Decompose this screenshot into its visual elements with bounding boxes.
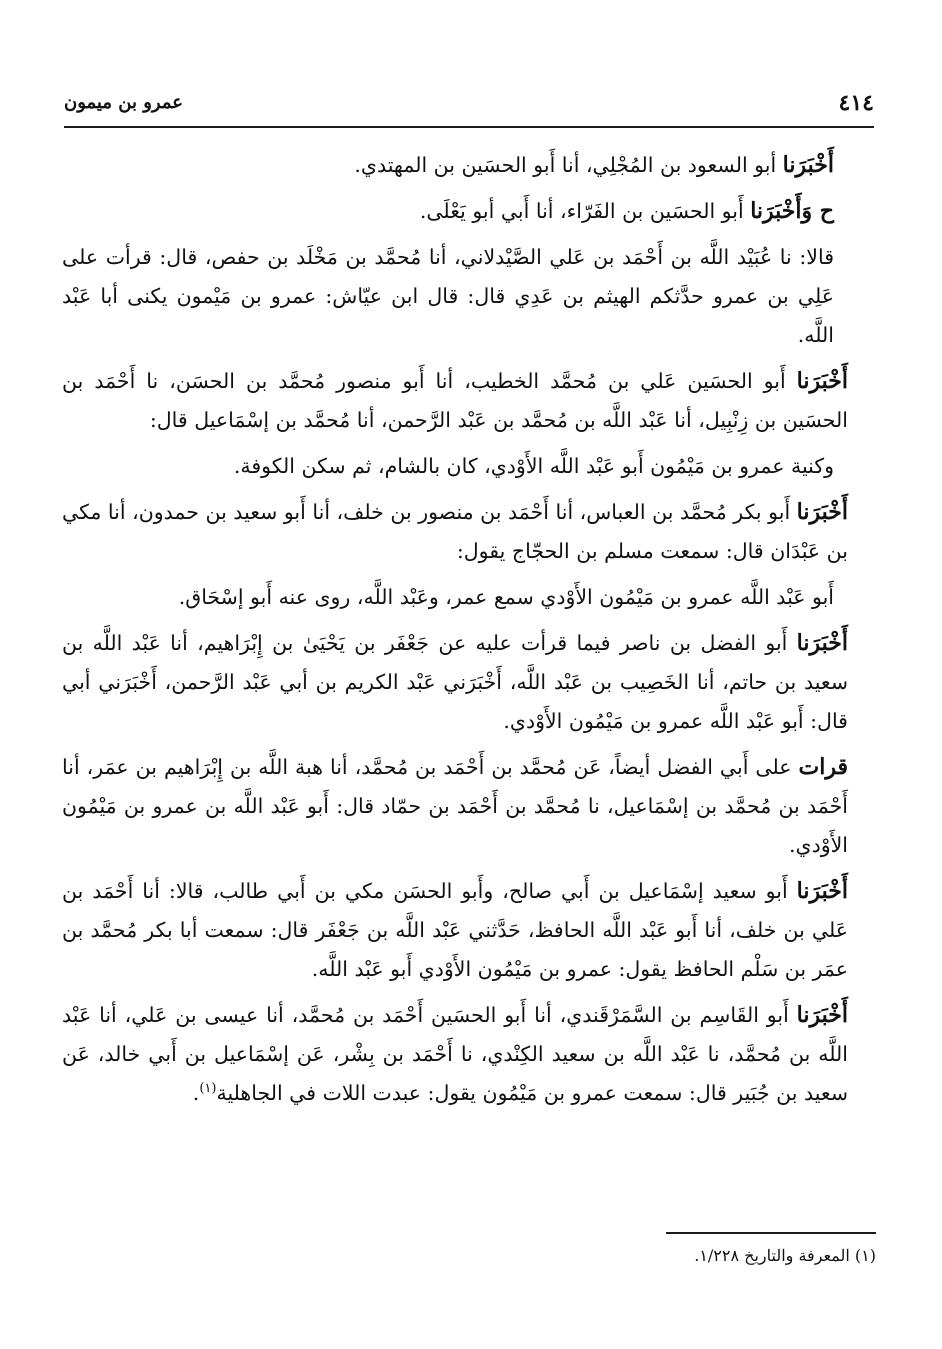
paragraph bbox=[62, 872, 876, 989]
paragraph bbox=[62, 238, 876, 355]
paragraph-text: على أَبي الفضل أيضاً، عَن مُحمَّد بن أَحْمَد بن مُحمَّد، أنا هبة اللَّه بن إِبْرَاهيم بن عمَر، أنا أَحْمَد بن مُحمَّد بن إسْمَاعيل، نا مُحمَّد بن أَحْمَد بن حمّاد قال: أَبو عَبْد اللَّه بن عمرو بن مَيْمُون الأَوْدي. bbox=[62, 755, 848, 857]
paragraph-keyword: أَخْبَرَنا bbox=[796, 878, 848, 904]
paragraph bbox=[62, 578, 876, 617]
paragraph-keyword: أَخْبَرَنا bbox=[782, 152, 834, 178]
page-header bbox=[64, 86, 874, 128]
paragraph bbox=[62, 447, 876, 486]
paragraph-text: أَبو بكر مُحمَّد بن العباس، أنا أَحْمَد بن منصور بن خلف، أنا أَبو سعيد بن حمدون، أنا مكي بن عَبْدَان قال: سمعت مسلم بن الحجّاج يقول: bbox=[62, 500, 848, 563]
paragraph-text: وكنية عمرو بن مَيْمُون أَبو عَبْد اللَّه الأَوْدي، كان بالشام، ثم سكن الكوفة. bbox=[233, 454, 834, 478]
paragraph-text: أَبو عَبْد اللَّه عمرو بن مَيْمُون الأَوْدي سمع عمر، وعَبْد اللَّه، روى عنه أَبو إسْحَاق. bbox=[178, 585, 834, 609]
paragraph-text: أَبو سعيد إسْمَاعيل بن أَبي صالح، وأَبو الحسَن مكي بن أَبي طالب، قالا: أنا أَحْمَد بن عَلي بن خلف، أنا أَبو عَبْد اللَّه الحافظ، حَدَّثني عَبْد اللَّه بن جَعْفَر قال: سمعت أبا بكر مُحمَّد بن عمَر بن سَلْم الحافظ يقول: عمرو بن مَيْمُون الأَوْدي أَبو عَبْد اللَّه. bbox=[62, 879, 848, 981]
paragraph-text: أَبو الحسَين عَلي بن مُحمَّد الخطيب، أنا أَبو منصور مُحمَّد بن الحسَن، نا أَحْمَد بن الحسَين بن زِنْبِيل، أنا عَبْد اللَّه بن مُحمَّد بن عَبْد الرَّحمن، أنا مُحمَّد بن إسْمَاعيل قال: bbox=[62, 369, 848, 432]
footnote: (١) المعرفة والتاريخ ١/٢٢٨. bbox=[694, 1246, 876, 1265]
paragraph-keyword: أَخْبَرَنا bbox=[796, 630, 848, 656]
paragraph-keyword: قرات bbox=[798, 754, 848, 780]
paragraph bbox=[62, 996, 876, 1113]
paragraph-keyword: أَخْبَرَنا bbox=[796, 1002, 848, 1028]
paragraph-tail: . bbox=[192, 1081, 200, 1105]
paragraph-text: أَبو القَاسِم بن السَّمَرْقَندي، أنا أَبو الحسَين أَحْمَد بن مُحمَّد، أنا عيسى بن عَلي، أنا عَبْد اللَّه بن مُحمَّد، نا عَبْد اللَّه بن سعيد الكِنْدي، نا أَحْمَد بن بِشْر، عَن إسْمَاعيل بن أَبي خالد، عَن سعيد بن جُبَير قال: سمعت عمرو بن مَيْمُون يقول: عبدت اللات في الجاهلية bbox=[62, 1003, 848, 1105]
paragraph-text: أبو السعود بن المُجْلِي، أنا أَبو الحسَين بن المهتدي. bbox=[354, 153, 783, 177]
paragraph bbox=[62, 748, 876, 865]
paragraph-text: قالا: نا عُبَيْد اللَّه بن أَحْمَد بن عَلي الصَّيْدلاني، أنا مُحمَّد بن مَخْلَد بن حفص، قال: قرأت على عَلِي بن عمرو حدَّثكم الهيثم بن عَدِي قال: قال ابن عيّاش: عمرو بن مَيْمون يكنى أبا عَبْد اللَّه. bbox=[62, 245, 834, 347]
paragraph bbox=[62, 192, 876, 231]
paragraph-text: أَبو الحسَين بن الفَرّاء، أنا أَبي أبو يَعْلَى. bbox=[419, 199, 751, 223]
page-number: ٤١٤ bbox=[838, 90, 874, 116]
footnote-marker: (١) bbox=[199, 1081, 217, 1097]
paragraph-keyword: أَخْبَرَنا bbox=[796, 499, 848, 525]
paragraph bbox=[62, 624, 876, 741]
paragraph-keyword: أَخْبَرَنا bbox=[796, 368, 848, 394]
paragraph bbox=[62, 146, 876, 185]
paragraph bbox=[62, 362, 876, 440]
paragraph-keyword: ح وَأَخْبَرَنا bbox=[750, 198, 834, 224]
paragraph-text: أَبو الفضل بن ناصر فيما قرأت عليه عن جَعْفَر بن يَحْيَىٰ بن إِبْرَاهيم، أنا عَبْد اللَّه بن سعيد بن حاتم، أنا الخَصِيب بن عَبْد اللَّه، أَخْبَرَني عَبْد الكريم بن أبي عَبْد الرَّحمن، أَخْبَرَني أبي قال: أَبو عَبْد اللَّه عمرو بن مَيْمُون الأَوْدي. bbox=[62, 631, 848, 733]
footnote-divider bbox=[666, 1232, 876, 1234]
main-text bbox=[62, 146, 876, 1120]
running-title: عمرو بن ميمون bbox=[64, 92, 184, 113]
paragraph bbox=[62, 493, 876, 571]
